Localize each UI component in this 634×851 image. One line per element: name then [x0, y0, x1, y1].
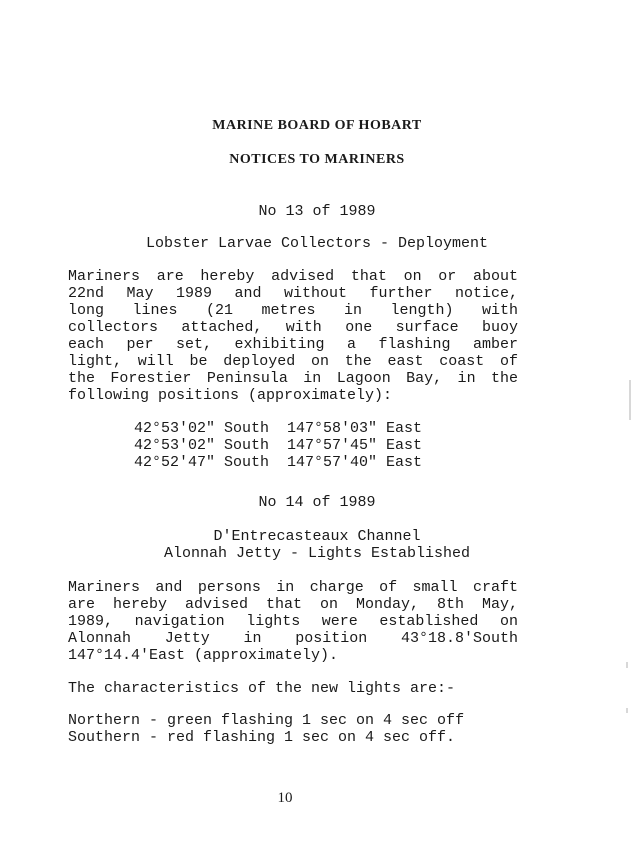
- position-row: 42°53'02" South 147°58'03" East: [134, 420, 423, 437]
- series-heading: NOTICES TO MARINERS: [229, 152, 405, 167]
- notice-13-number: No 13 of 1989: [258, 203, 376, 220]
- notice-13-body-line: collectors attached, with one surface buoy: [68, 319, 518, 336]
- scan-margin-mark: [626, 708, 628, 713]
- notice-14-body-line: Mariners and persons in charge of small craft: [68, 579, 518, 596]
- light-characteristic-row: Northern - green flashing 1 sec on 4 sec off: [68, 712, 465, 729]
- notice-14-number: No 14 of 1989: [258, 494, 376, 511]
- notice-14-body-line: are hereby advised that on Monday, 8th May,: [68, 596, 518, 613]
- notice-14-body-line: 147°14.4'East (approximately).: [68, 647, 339, 664]
- scan-margin-mark: [626, 662, 628, 668]
- position-row: 42°53'02" South 147°57'45" East: [134, 437, 423, 454]
- notice-13-body-line: long lines (21 metres in length) with: [68, 302, 518, 319]
- notice-13-body-line: each per set, exhibiting a flashing amber: [68, 336, 518, 353]
- notice-14-body-line: Alonnah Jetty in position 43°18.8'South: [68, 630, 518, 647]
- notice-14-title-line-2: Alonnah Jetty - Lights Established: [163, 545, 471, 562]
- notice-13-body-line: 22nd May 1989 and without further notice,: [68, 285, 518, 302]
- notice-13-body-line: following positions (approximately):: [68, 387, 393, 404]
- characteristics-intro: The characteristics of the new lights are:-: [68, 680, 456, 697]
- scan-margin-mark: [629, 380, 631, 420]
- notice-14-title-line-1: D'Entrecasteaux Channel: [213, 528, 421, 545]
- notice-13-body-line: light, will be deployed on the east coast of: [68, 353, 518, 370]
- page-number: 10: [277, 790, 293, 806]
- light-characteristic-row: Southern - red flashing 1 sec on 4 sec off.: [68, 729, 456, 746]
- notice-13-body-line: Mariners are hereby advised that on or about: [68, 268, 518, 285]
- organization-heading: MARINE BOARD OF HOBART: [212, 118, 422, 133]
- notice-13-body-line: the Forestier Peninsula in Lagoon Bay, in the: [68, 370, 518, 387]
- notice-14-body-line: 1989, navigation lights were established on: [68, 613, 518, 630]
- position-row: 42°52'47" South 147°57'40" East: [134, 454, 423, 471]
- notice-13-title: Lobster Larvae Collectors - Deployment: [145, 235, 489, 252]
